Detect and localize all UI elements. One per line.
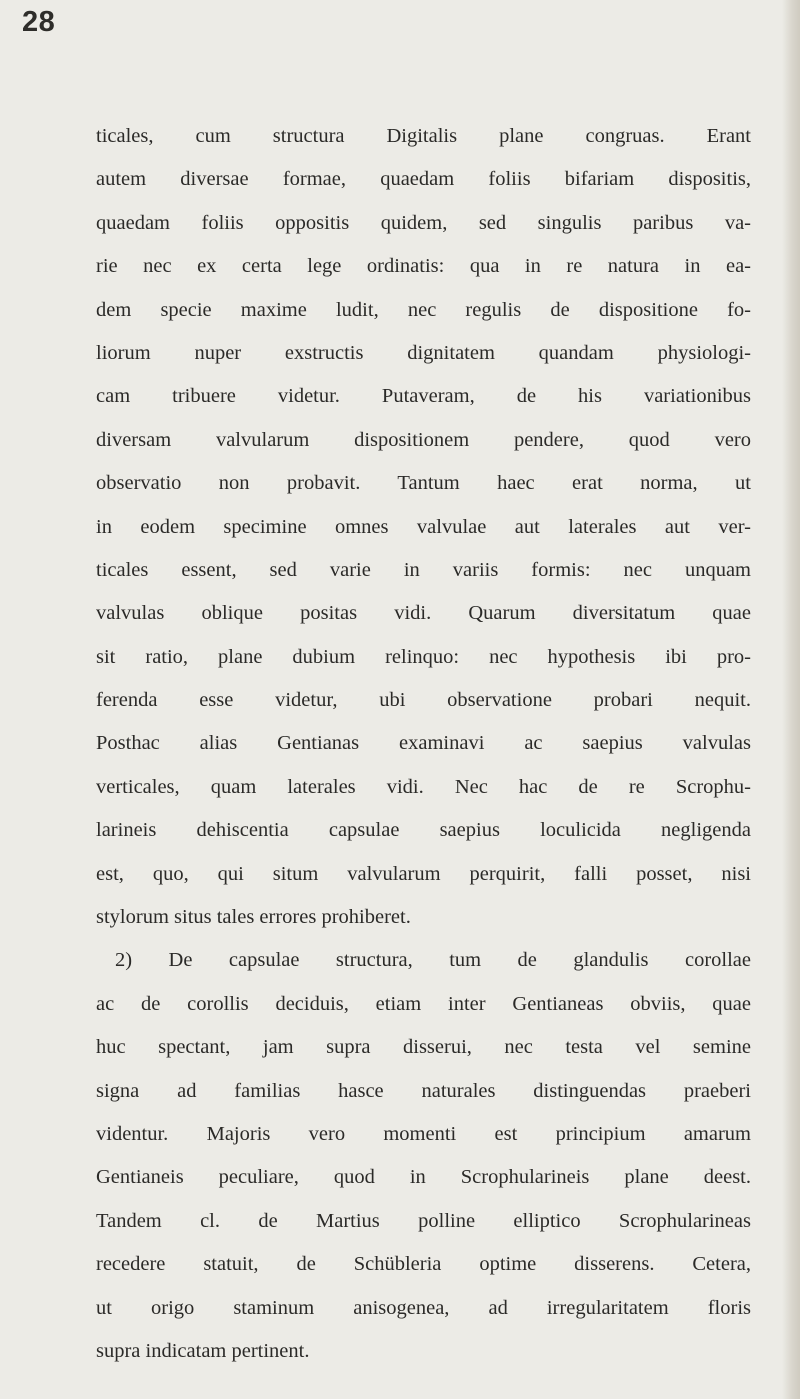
text-line: cam tribuere videtur. Putaveram, de his variationibus <box>96 385 751 408</box>
text-line: valvulas oblique positas vidi. Quarum diversitatum quae <box>96 602 751 625</box>
text-line: ut origo staminum anisogenea, ad irregularitatem floris <box>96 1296 751 1319</box>
text-line: rie nec ex certa lege ordinatis: qua in re natura in ea- <box>96 255 751 278</box>
text-line: ac de corollis deciduis, etiam inter Gentianeas obviis, quae <box>96 992 751 1015</box>
text-line: observatio non probavit. Tantum haec erat norma, ut <box>96 472 751 495</box>
text-line: autem diversae formae, quaedam foliis bifariam dispositis, <box>96 168 751 191</box>
page-number: 28 <box>22 6 56 38</box>
text-line: signa ad familias hasce naturales distinguendas praeberi <box>96 1079 751 1102</box>
text-line: stylorum situs tales errores prohiberet. <box>96 906 411 929</box>
text-line: ferenda esse videtur, ubi observatione probari nequit. <box>96 689 751 712</box>
page-edge-shadow <box>782 0 800 1399</box>
text-line: larineis dehiscentia capsulae saepius loculicida negligenda <box>96 819 751 842</box>
text-line: Posthac alias Gentianas examinavi ac saepius valvulas <box>96 732 751 755</box>
text-line: Gentianeis peculiare, quod in Scrophularineis plane deest. <box>96 1166 751 1189</box>
text-line: est, quo, qui situm valvularum perquirit, falli posset, nisi <box>96 862 751 885</box>
text-line: 2) De capsulae structura, tum de glandulis corollae <box>115 949 751 972</box>
text-line: ticales, cum structura Digitalis plane congruas. Erant <box>96 125 751 147</box>
text-line: liorum nuper exstructis dignitatem quandam physiologi- <box>96 341 751 364</box>
text-line: videntur. Majoris vero momenti est principium amarum <box>96 1122 751 1145</box>
text-line: diversam valvularum dispositionem pendere, quod vero <box>96 428 751 451</box>
text-line: ticales essent, sed varie in variis formis: nec unquam <box>96 558 751 581</box>
text-line: huc spectant, jam supra disserui, nec testa vel semine <box>96 1036 751 1059</box>
text-line: quaedam foliis oppositis quidem, sed singulis paribus va- <box>96 211 751 234</box>
text-line: Tandem cl. de Martius polline elliptico Scrophularineas <box>96 1209 751 1232</box>
text-line: supra indicatam pertinent. <box>96 1339 310 1362</box>
text-line: recedere statuit, de Schübleria optime disserens. Cetera, <box>96 1253 751 1276</box>
body-text <box>96 115 751 1373</box>
text-line: dem specie maxime ludit, nec regulis de dispositione fo- <box>96 298 751 321</box>
text-line: verticales, quam laterales vidi. Nec hac de re Scrophu- <box>96 775 751 798</box>
text-line: in eodem specimine omnes valvulae aut laterales aut ver- <box>96 515 751 538</box>
text-line: sit ratio, plane dubium relinquo: nec hypothesis ibi pro- <box>96 645 751 668</box>
